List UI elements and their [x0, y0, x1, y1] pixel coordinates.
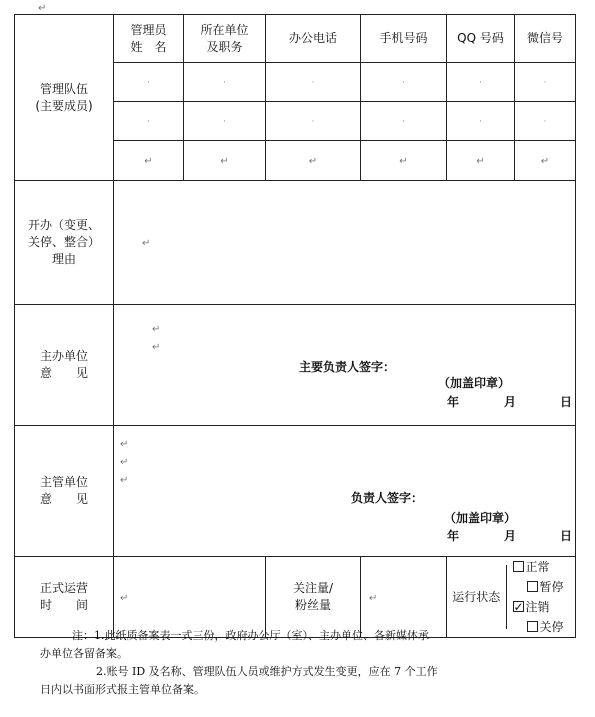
host-date-day: 日 [560, 395, 573, 409]
launch-time-field[interactable] [114, 557, 266, 638]
status-options [507, 557, 576, 637]
followers-label-line1: 关注量/ [292, 581, 334, 595]
status-option-label: 暂停 [539, 580, 564, 594]
member-cell[interactable] [114, 141, 184, 181]
supervisor-opinion-label-cell [15, 426, 114, 557]
cell-mark: ↵ [152, 324, 161, 335]
launch-time-label-line2: 时 间 [39, 598, 88, 612]
reason-label-line1: 开办（变更、 [27, 218, 100, 232]
note-line: 日内以书面形式报主管单位备案。 [40, 683, 205, 696]
cell-mark: · [402, 117, 405, 126]
cell-mark: · [543, 78, 547, 87]
checkbox-icon [513, 561, 524, 572]
cell-mark: ↵ [220, 156, 229, 167]
member-cell[interactable] [114, 102, 184, 141]
cell-mark: ↵ [120, 475, 129, 486]
host-signature-label: 主要负责人签字： [299, 360, 396, 374]
member-cell[interactable] [515, 102, 576, 141]
cell-mark: ↵ [152, 342, 161, 353]
col-header-unit-position-line1: 所在单位 [200, 22, 249, 37]
member-cell[interactable] [184, 141, 266, 181]
member-cell[interactable] [361, 141, 447, 181]
member-cell[interactable] [515, 141, 576, 181]
host-date-month: 月 [504, 395, 517, 409]
reason-label-line3: 理由 [51, 252, 76, 266]
status-option-label: 关停 [539, 620, 564, 634]
note-line: 办单位各留备案。 [40, 647, 128, 660]
member-cell[interactable] [266, 141, 361, 181]
cell-mark: · [147, 117, 150, 126]
supervisor-signature-label: 负责人签字： [351, 491, 424, 505]
status-option-normal[interactable] [513, 560, 550, 574]
col-header-office-phone: 办公电话 [266, 15, 361, 63]
cell-mark: ↵ [120, 592, 129, 604]
paragraph-mark: ↵ [38, 3, 47, 14]
supervisor-seal-label: （加盖印章） [444, 511, 517, 525]
cell-mark: ↵ [120, 439, 129, 450]
cell-mark: ↵ [476, 156, 485, 167]
followers-field[interactable] [361, 557, 447, 638]
footnotes [40, 627, 570, 699]
status-option-cancelled[interactable] [513, 600, 550, 614]
cell-mark: · [479, 78, 482, 87]
cell-mark: ↵ [120, 457, 129, 468]
member-cell[interactable] [447, 102, 515, 141]
note-line: 2.账号 ID 及名称、管理队伍人员或维护方式发生变更，应在 7 个工作 [96, 665, 438, 678]
member-cell[interactable] [361, 102, 447, 141]
col-header-admin-name [114, 15, 184, 63]
cell-mark: · [311, 117, 315, 126]
followers-label-line2: 粉丝量 [294, 598, 331, 612]
col-header-admin-name-line1: 管理员 [130, 22, 167, 37]
cell-mark: ↵ [540, 156, 550, 167]
cell-mark: · [311, 78, 315, 87]
cell-mark: · [147, 78, 150, 87]
member-cell[interactable] [361, 63, 447, 102]
member-cell[interactable] [266, 63, 361, 102]
host-seal-label: （加盖印章） [438, 376, 511, 390]
supervisor-opinion-field[interactable] [114, 426, 576, 557]
status-label: 运行状态 [447, 565, 507, 629]
col-header-unit-position-line2: 及职务 [206, 39, 243, 54]
supervisor-date-day: 日 [560, 529, 573, 543]
cell-mark: · [543, 117, 547, 126]
status-cell [447, 557, 576, 638]
registration-form-table [14, 14, 576, 638]
cell-mark: ↵ [142, 238, 151, 249]
host-opinion-label-line2: 意 见 [39, 366, 88, 380]
member-cell[interactable] [184, 102, 266, 141]
launch-time-label-cell [15, 557, 114, 638]
host-date-year: 年 [447, 395, 460, 409]
supervisor-opinion-label-line1: 主管单位 [39, 475, 88, 489]
status-option-label: 注销 [525, 600, 550, 614]
cell-mark: ↵ [308, 156, 318, 167]
member-cell[interactable] [515, 63, 576, 102]
supervisor-date-year: 年 [447, 529, 460, 543]
col-header-wechat: 微信号 [515, 15, 576, 63]
cell-mark: ↵ [399, 156, 408, 167]
supervisor-opinion-label-line2: 意 见 [39, 492, 88, 506]
followers-label-cell [266, 557, 361, 638]
cell-mark: ↵ [144, 156, 153, 167]
member-cell[interactable] [447, 63, 515, 102]
col-header-mobile: 手机号码 [361, 15, 447, 63]
member-cell[interactable] [114, 63, 184, 102]
note-line: 注：1.此纸质备案表一式三份，政府办公厅（室）、主办单位、各新媒体承 [72, 629, 429, 642]
cell-mark: · [223, 117, 226, 126]
status-option-paused[interactable] [527, 580, 564, 594]
reason-field[interactable] [114, 181, 576, 305]
member-cell[interactable] [184, 63, 266, 102]
launch-time-label-line1: 正式运营 [39, 581, 88, 595]
reason-label-cell [15, 181, 114, 305]
col-header-admin-name-line2: 姓 名 [130, 39, 167, 54]
host-opinion-label-line1: 主办单位 [39, 349, 88, 363]
checkbox-icon [527, 581, 538, 592]
col-header-unit-position [184, 15, 266, 63]
host-opinion-label-cell [15, 305, 114, 426]
host-opinion-field[interactable] [114, 305, 576, 426]
member-cell[interactable] [447, 141, 515, 181]
team-label: 管理队伍 [39, 81, 88, 96]
cell-mark: · [402, 78, 405, 87]
col-header-qq: QQ 号码 [447, 15, 515, 63]
supervisor-date-month: 月 [504, 529, 517, 543]
cell-mark: · [223, 78, 226, 87]
cell-mark: ↵ [369, 592, 378, 604]
team-label-cell [15, 15, 114, 181]
cell-mark: · [479, 117, 482, 126]
status-option-label: 正常 [525, 560, 550, 574]
member-cell[interactable] [266, 102, 361, 141]
team-sublabel: (主要成员) [35, 98, 93, 113]
reason-label-line2: 关停、整合） [27, 235, 100, 249]
checkbox-checked-icon [513, 601, 524, 612]
